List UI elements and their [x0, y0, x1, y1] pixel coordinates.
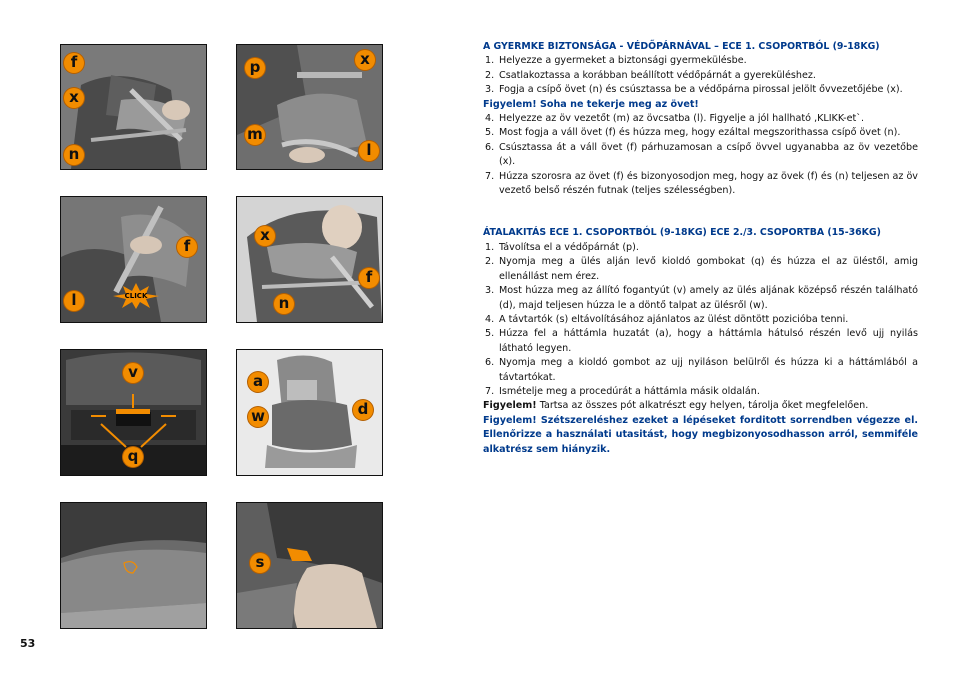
step-text: Nyomja meg a kioldó gombot az ujj nyiláson belülről és húzza ki a háttámlából a távtartókat. [499, 357, 918, 383]
figure-3-photo [60, 196, 207, 323]
step-number: 7. [485, 385, 495, 397]
figure-7-photo [60, 502, 207, 629]
click-label: CLICK [124, 292, 148, 300]
label-d: d [353, 400, 373, 420]
figure-7-illustration [61, 503, 206, 628]
label-x: x [255, 226, 275, 246]
step-item [483, 112, 918, 126]
figure-6-photo [236, 349, 383, 476]
step-number: 1. [485, 241, 495, 253]
label-p: p [245, 58, 265, 78]
section-1-heading: A GYERMKE BIZTONSÁGA - VÉDŐPÁRNÁVAL – ECE 1. CSOPORTBÓL (9-18KG) [483, 41, 880, 52]
step-number: 6. [485, 357, 495, 369]
figure-8-photo [236, 502, 383, 629]
step-item [483, 284, 918, 313]
step-item [483, 327, 918, 356]
step-text: Helyezze az öv vezetőt (m) az övcsatba (l). Figyelje a jól hallható ‚KLIKK-et`. [499, 113, 865, 125]
step-item [483, 126, 918, 140]
step-text: A távtartók (s) eltávolításához ajánlatos az ülést döntött pozicióba tenni. [499, 313, 849, 325]
step-text: Csúsztassa át a váll övet (f) párhuzamosan a csípő övvel ugyanabba az öv vezetőbe (x). [499, 141, 918, 168]
step-number: 2. [485, 256, 495, 268]
label-n: n [64, 145, 84, 165]
step-text: Húzza fel a háttámla huzatát (a), hogy a háttámla hátulsó részén levő ujj nyilás látható legyen. [499, 328, 918, 354]
step-number: 5. [485, 328, 495, 340]
label-a: a [248, 372, 268, 392]
label-f: f [64, 53, 84, 73]
label-l: l [359, 141, 379, 161]
label-n: n [274, 294, 294, 314]
step-item [483, 385, 918, 399]
step-number: 5. [485, 127, 495, 139]
step-text: Helyezze a gyermeket a biztonsági gyermekülésbe. [499, 55, 747, 67]
label-f: f [359, 268, 379, 288]
label-s: s [250, 553, 270, 573]
step-text: Csatlakoztassa a korábban beállított védőpárnát a gyereküléshez. [499, 69, 816, 81]
step-item [483, 54, 918, 68]
step-item [483, 69, 918, 83]
note-text: Tartsa az összes pót alkatrészt egy helyen, tárolja őket megfelelően. [536, 400, 869, 412]
step-text: Távolítsa el a védőpárnát (p). [499, 241, 639, 253]
label-x: x [355, 50, 375, 70]
figure-1-photo [60, 44, 207, 170]
figure-5-photo [60, 349, 207, 476]
label-x: x [64, 88, 84, 108]
step-text: Most fogja a váll övet (f) és húzza meg, hogy ezáltal megszorithassa csípő övet (n). [499, 127, 901, 139]
section-1-steps-a [483, 54, 918, 97]
step-item [483, 313, 918, 327]
step-number: 6. [485, 141, 495, 153]
figure-2-photo [236, 44, 383, 170]
step-text: Húzza szorosra az övet (f) és bizonyosodjon meg, hogy az övek (f) és (n) teljesen az öv vezető belső részén futnak (teljes szélességben). [499, 170, 918, 197]
figure-4-illustration [237, 197, 382, 322]
step-number: 3. [485, 285, 495, 297]
step-item [483, 241, 918, 255]
section-1-steps-b [483, 112, 918, 198]
label-w: w [248, 407, 268, 427]
step-text: Nyomja meg a ülés alján levő kioldó gombokat (q) és húzza el az üléstől, amig ellenállást nem érez. [499, 256, 918, 282]
step-number: 1. [485, 55, 495, 67]
section-1-warning: Figyelem! Soha ne tekerje meg az övet! [483, 98, 699, 110]
step-item [483, 83, 918, 97]
step-text: Ismételje meg a procedúrát a háttámla másik oldalán. [499, 385, 760, 397]
page-number: 53 [20, 637, 36, 650]
step-number: 4. [485, 313, 495, 325]
label-v: v [123, 363, 143, 383]
note-bold: Figyelem! [483, 400, 537, 412]
step-text: Most húzza meg az állító fogantyút (v) amely az ülés aljának középső részén található (d), majd teljesen húzza le a döntő talpat az ülésről (w). [499, 285, 918, 311]
label-q: q [123, 447, 143, 467]
step-item [483, 356, 918, 385]
step-number: 3. [485, 84, 495, 96]
figure-4-photo [236, 196, 383, 323]
step-item [483, 141, 918, 170]
section-2-final-warning: Figyelem! Szétszereléshez ezeket a lépéseket forditott sorrendben végezze el. Ellenőrizze a használati utasitást, hogy megbizonyosodhasson arról, semmiféle alkatrész sem hiányzik. [483, 414, 918, 455]
step-number: 7. [485, 170, 495, 182]
label-f: f [177, 237, 197, 257]
step-item [483, 255, 918, 284]
section-2-heading: ÁTALAKITÁS ECE 1. CSOPORTBÓL (9-18KG) ECE 2./3. CSOPORTBA (15-36KG) [483, 227, 881, 239]
step-number: 2. [485, 69, 495, 81]
step-text: Fogja a csípő övet (n) és csúsztassa be a védőpárna pirossal jelölt ővvezetőjébe (x). [499, 84, 903, 96]
instructions-column [483, 40, 918, 457]
step-number: 4. [485, 113, 495, 125]
label-m: m [245, 125, 265, 145]
section-2-steps [483, 241, 918, 399]
label-l: l [64, 291, 84, 311]
section-2-note [483, 399, 918, 413]
step-item [483, 170, 918, 199]
